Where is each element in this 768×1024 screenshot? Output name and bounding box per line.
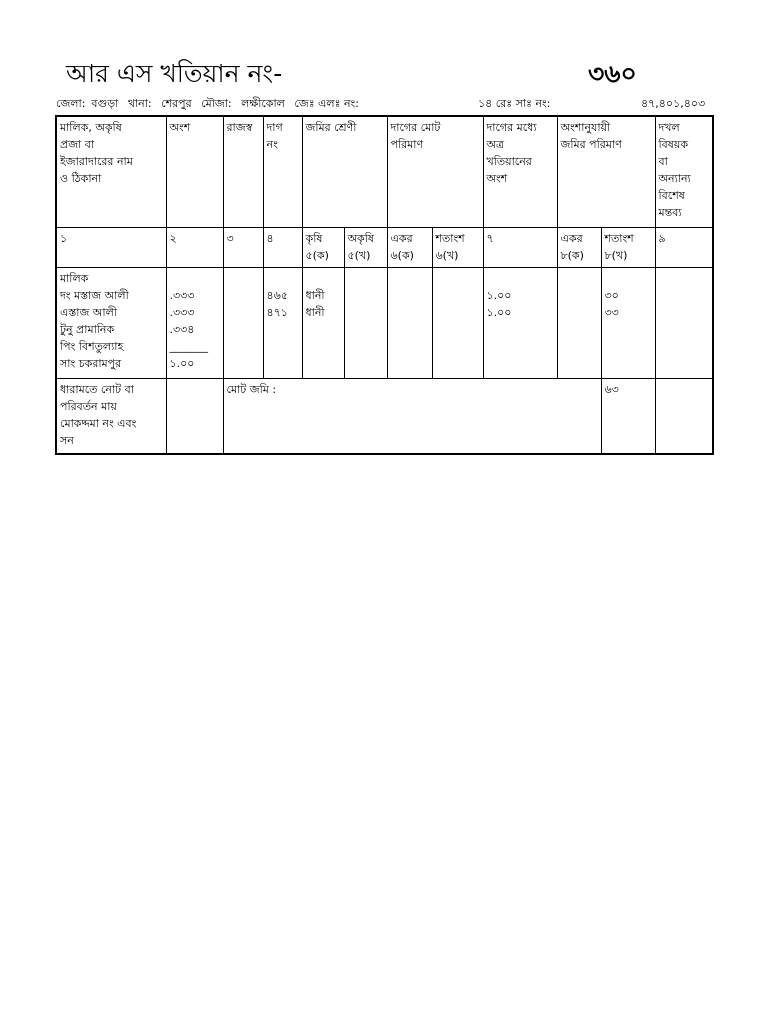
text-line: ৩০ bbox=[604, 288, 619, 302]
text-line: বা bbox=[658, 155, 668, 168]
text-line: একর bbox=[390, 231, 413, 245]
header-row bbox=[56, 116, 713, 227]
text-line: খতিয়ানের bbox=[486, 155, 532, 168]
text-line: ১.০০ bbox=[486, 305, 512, 319]
column-number-row bbox=[56, 227, 713, 267]
header-land-class: জমির শ্রেণী bbox=[302, 116, 387, 227]
colnum-1: ১ bbox=[56, 227, 166, 267]
text-line: শতাংশ bbox=[435, 231, 465, 245]
text-line: অকৃষি bbox=[347, 231, 374, 245]
text-line: পরিবর্তন মায় bbox=[60, 399, 117, 413]
khatian-table bbox=[55, 115, 714, 455]
text-line: মন্তব্য bbox=[658, 206, 682, 219]
colnum-6b bbox=[432, 227, 483, 267]
text-line: সন bbox=[60, 433, 74, 447]
share-acre-value bbox=[557, 267, 601, 378]
total-land-value: ৬৩ bbox=[601, 378, 655, 454]
text-line: মালিক, অকৃষি bbox=[60, 121, 122, 134]
text-line: কৃষি bbox=[305, 231, 323, 245]
share-values bbox=[166, 267, 223, 378]
text-line: ও ঠিকানা bbox=[60, 172, 102, 185]
header-khatian-share bbox=[483, 116, 557, 227]
text-line: মালিক bbox=[60, 271, 89, 285]
district-label: জেলা: bbox=[56, 97, 86, 110]
total-land-label: মোট জমি : bbox=[223, 378, 601, 454]
thana-value: শেরপুর bbox=[161, 97, 192, 110]
text-line: শতাংশ bbox=[604, 231, 634, 245]
text-line: বিশেষ bbox=[658, 189, 685, 202]
header-dag bbox=[263, 116, 302, 227]
text-line: ৪৭১ bbox=[266, 305, 288, 319]
text-line: ৫(খ) bbox=[347, 248, 371, 262]
text-line: .৩৩৪ bbox=[169, 322, 195, 336]
text-line: দাগের মধ্যে bbox=[486, 121, 537, 134]
text-line: ৩৩ bbox=[604, 305, 619, 319]
text-line: ধানী bbox=[305, 305, 325, 319]
header-dag-total bbox=[387, 116, 483, 227]
text-line: দাগ bbox=[266, 121, 283, 134]
colnum-6a bbox=[387, 227, 432, 267]
footer-share-empty bbox=[166, 378, 223, 454]
colnum-9: ৯ bbox=[655, 227, 713, 267]
revenue-value bbox=[223, 267, 263, 378]
text-line: একর bbox=[560, 231, 583, 245]
header-revenue: রাজস্ব bbox=[223, 116, 263, 227]
colnum-3: ৩ bbox=[223, 227, 263, 267]
location-line bbox=[56, 96, 359, 112]
text-line: নং bbox=[266, 138, 278, 151]
share-dash: _______ bbox=[169, 339, 208, 353]
colnum-5a bbox=[302, 227, 344, 267]
jl-label: জেঃ এলঃ নং: bbox=[294, 97, 359, 110]
footer-note bbox=[56, 378, 166, 454]
text-line: পিং বিশতুল্যাহ bbox=[60, 339, 124, 353]
khatian-number: ৩৬০ bbox=[588, 59, 637, 88]
text-line: .৩৩৩ bbox=[169, 305, 195, 319]
text-line: দখল bbox=[658, 121, 680, 134]
text-line: অংশানুযায়ী bbox=[560, 121, 611, 134]
text-line: এস্তাজ আলী bbox=[60, 305, 117, 319]
text-line: .৩৩৩ bbox=[169, 288, 195, 302]
text-line: ধানী bbox=[305, 288, 325, 302]
header-share: অংশ bbox=[166, 116, 223, 227]
footer-remarks-empty bbox=[655, 378, 713, 454]
text-line: ৮(ক) bbox=[560, 248, 584, 262]
text-line: বিষয়ক bbox=[658, 138, 689, 151]
text-line: অন্যান্য bbox=[658, 172, 691, 185]
mouza-value: লক্ষীকোল bbox=[241, 97, 285, 110]
colnum-7: ৭ bbox=[483, 227, 557, 267]
header-owner bbox=[56, 116, 166, 227]
non-agri-value bbox=[344, 267, 387, 378]
thana-label: থানা: bbox=[127, 97, 152, 110]
khatian-share-values bbox=[483, 267, 557, 378]
text-line: মোকদ্দমা নং এবং bbox=[60, 416, 137, 430]
land-class-values bbox=[302, 267, 344, 378]
text-line: ৫(ক) bbox=[305, 248, 329, 262]
text-line: অংশ bbox=[486, 172, 508, 185]
colnum-4: ৪ bbox=[263, 227, 302, 267]
colnum-8a bbox=[557, 227, 601, 267]
text-line: প্রজা বা bbox=[60, 138, 95, 151]
share-satangsho-values bbox=[601, 267, 655, 378]
owner-details bbox=[56, 267, 166, 378]
text-line: ৬(খ) bbox=[435, 248, 459, 262]
text-line: টুনু প্রামানিক bbox=[60, 322, 115, 336]
register-value: ৪৭,৪০১,৪০৩ bbox=[641, 97, 706, 110]
text-line: ৮(খ) bbox=[604, 248, 628, 262]
remarks-value bbox=[655, 267, 713, 378]
text-line: পরিমাণ bbox=[390, 138, 424, 151]
data-row bbox=[56, 267, 713, 378]
text-line: ১.০০ bbox=[486, 288, 512, 302]
colnum-8b bbox=[601, 227, 655, 267]
dag-satangsho-value bbox=[432, 267, 483, 378]
text-line: জমির পরিমাণ bbox=[560, 138, 622, 151]
header-share-amount bbox=[557, 116, 655, 227]
colnum-2: ২ bbox=[166, 227, 223, 267]
text-line: ৪৬৫ bbox=[266, 288, 288, 302]
dag-values bbox=[263, 267, 302, 378]
text-line: সাং চকরামপুর bbox=[60, 356, 122, 370]
text-line: দাগের মোট bbox=[390, 121, 441, 134]
text-line: ৬(ক) bbox=[390, 248, 414, 262]
mouza-label: মৌজা: bbox=[201, 97, 232, 110]
text-line: ধারামতে নোট বা bbox=[60, 382, 134, 396]
dag-acre-value bbox=[387, 267, 432, 378]
footer-row bbox=[56, 378, 713, 454]
text-line: দং মস্তাজ আলী bbox=[60, 288, 129, 302]
colnum-5b bbox=[344, 227, 387, 267]
text-line: অত্র bbox=[486, 138, 505, 151]
register-label: ১৪ রেঃ সাঃ নং: bbox=[478, 97, 551, 110]
page-title: আর এস খতিয়ান নং- bbox=[66, 59, 283, 88]
district-value: বগুড়া bbox=[91, 97, 119, 110]
text-line: ইজারাদারের নাম bbox=[60, 155, 133, 168]
header-remarks bbox=[655, 116, 713, 227]
share-total: ১.০০ bbox=[169, 356, 195, 370]
